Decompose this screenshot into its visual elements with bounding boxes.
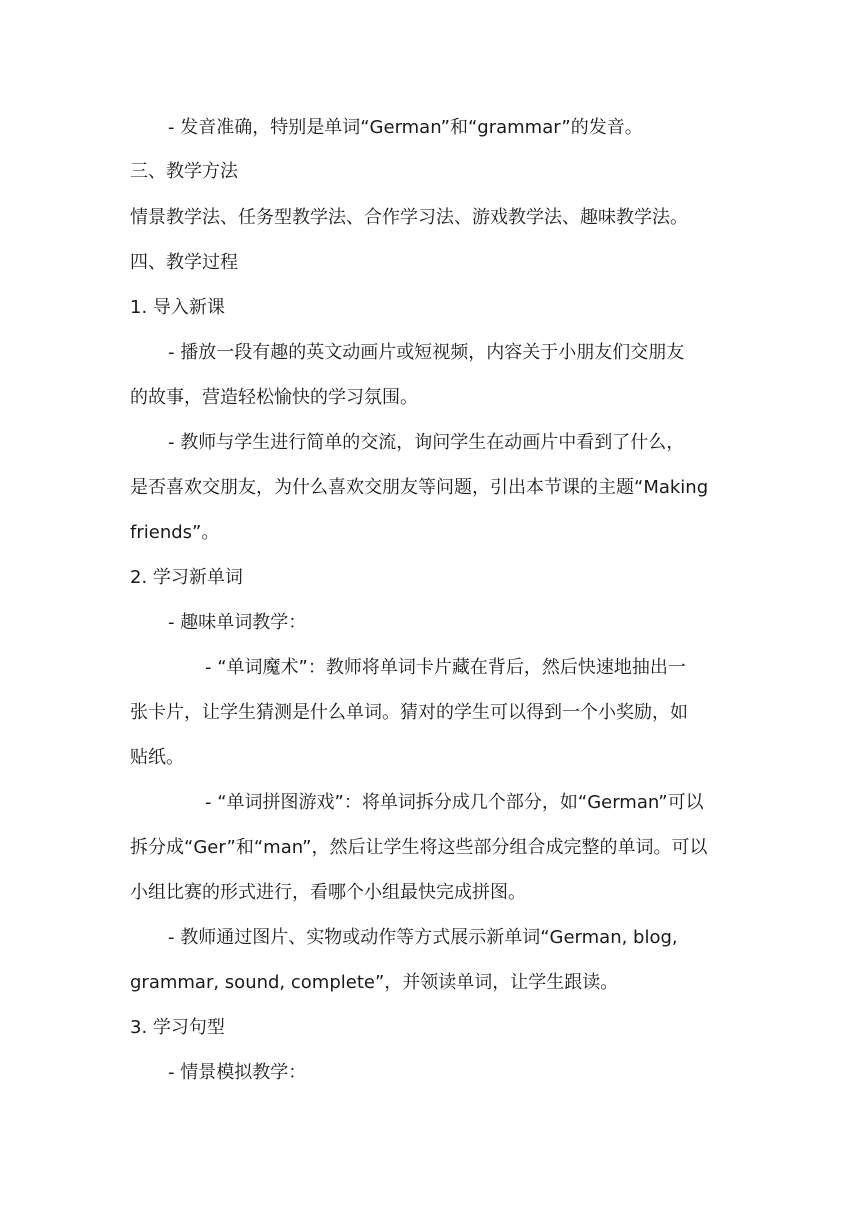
heading-teaching-methods: 三、教学方法 bbox=[130, 161, 238, 182]
paragraph-line: - 教师与学生进行简单的交流，询问学生在动画片中看到了什么， bbox=[168, 432, 685, 453]
paragraph-line: - 播放一段有趣的英文动画片或短视频，内容关于小朋友们交朋友 bbox=[168, 342, 685, 363]
paragraph-line: - “单词拼图游戏”：将单词拆分成几个部分，如“German”可以 bbox=[205, 792, 704, 813]
paragraph-line: - “单词魔术”：教师将单词卡片藏在背后，然后快速地抽出一 bbox=[205, 657, 686, 678]
paragraph-line: - 情景模拟教学： bbox=[168, 1062, 307, 1083]
heading-teaching-process: 四、教学过程 bbox=[130, 252, 238, 273]
teaching-methods-list: 情景教学法、任务型教学法、合作学习法、游戏教学法、趣味教学法。 bbox=[130, 207, 688, 228]
paragraph-line: friends”。 bbox=[130, 522, 220, 543]
pronunciation-requirement: - 发音准确，特别是单词“German”和“grammar”的发音。 bbox=[168, 117, 643, 138]
paragraph-line: 拆分成“Ger”和“man”，然后让学生将这些部分组合成完整的单词。可以 bbox=[130, 837, 708, 858]
paragraph-line: - 教师通过图片、实物或动作等方式展示新单词“German, blog, bbox=[168, 927, 678, 948]
paragraph-line: 贴纸。 bbox=[130, 747, 184, 768]
paragraph-line: grammar, sound, complete”，并领读单词，让学生跟读。 bbox=[130, 972, 619, 993]
step-1-heading: 1. 导入新课 bbox=[130, 297, 225, 318]
step-3-heading: 3. 学习句型 bbox=[130, 1017, 225, 1038]
paragraph-line: 的故事，营造轻松愉快的学习氛围。 bbox=[130, 387, 418, 408]
paragraph-line: 小组比赛的形式进行，看哪个小组最快完成拼图。 bbox=[130, 882, 526, 903]
paragraph-line: - 趣味单词教学： bbox=[168, 612, 307, 633]
step-2-heading: 2. 学习新单词 bbox=[130, 567, 243, 588]
paragraph-line: 张卡片，让学生猜测是什么单词。猜对的学生可以得到一个小奖励，如 bbox=[130, 702, 688, 723]
paragraph-line: 是否喜欢交朋友，为什么喜欢交朋友等问题，引出本节课的主题“Making bbox=[130, 477, 709, 498]
